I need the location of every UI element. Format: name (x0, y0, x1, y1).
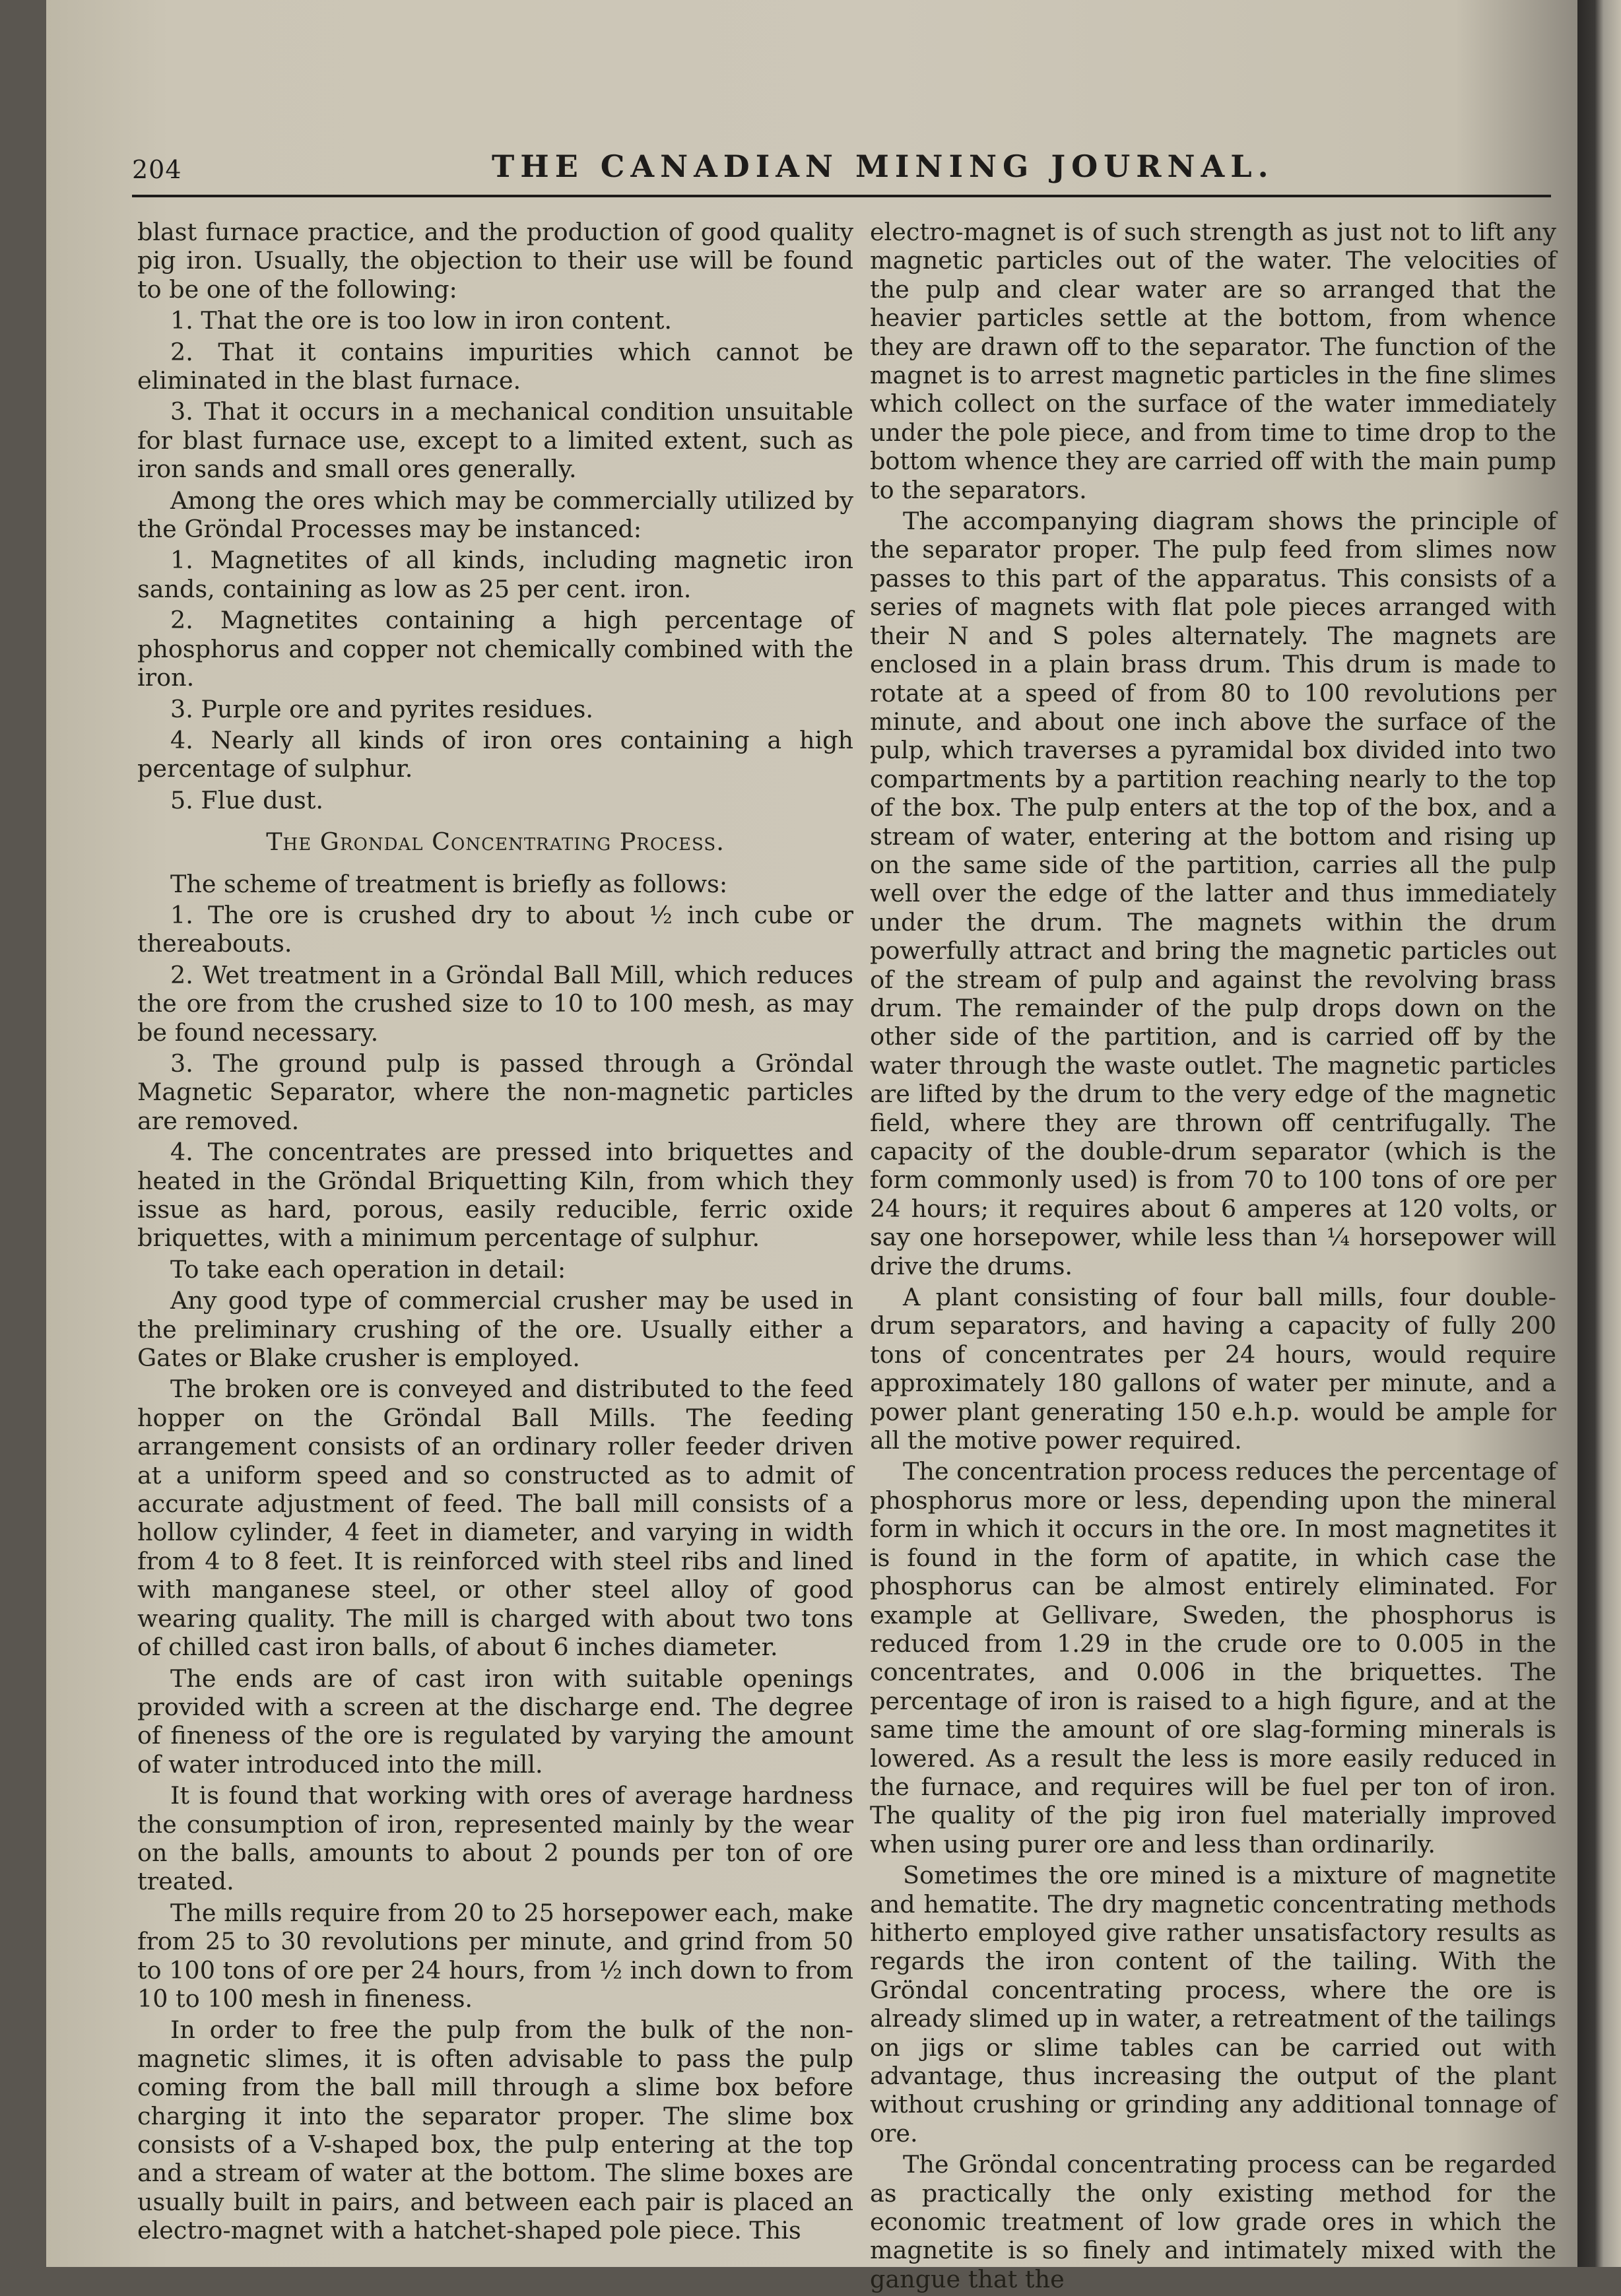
list-item: 1. That the ore is too low in iron content. (170, 306, 672, 335)
paragraph: The scheme of treatment is briefly as follows: (170, 869, 728, 898)
list-item: 3. That it occurs in a mechanical condition unsuitable for blast furnace use, except to a limited extent, such as iron sands and small ores generally. (137, 397, 853, 484)
adjacent-page-edge (1577, 0, 1621, 2267)
paragraph: electro-magnet is of such strength as just not to lift any magnetic particles out of the water. The velocities of the pulp and clear water are so arranged that the heavier particles settle at the bottom, from whence they are drawn off to the separator. The function of the magnet is to arrest magnetic particles in the fine slimes which collect on the surface of the water immediately under the pole piece, and from time to time drop to the bottom whence they are carried off with the main pump to the separators. (870, 218, 1556, 504)
paragraph: A plant consisting of four ball mills, four double-drum separators, and having a capacity of fully 200 tons of concentrates per 24 hours, would require approximately 180 gallons of water per minute, and a power plant generating 150 e.h.p. would be ample for all the motive power required. (870, 1283, 1556, 1455)
list-item: 2. Magnetites containing a high percentage of phosphorus and copper not chemically combined with the iron. (137, 606, 853, 692)
paragraph: Among the ores which may be commercially utilized by the Gröndal Processes may be instanced: (137, 486, 853, 544)
list-item: 1. Magnetites of all kinds, including magnetic iron sands, containing as low as 25 per cent. iron. (137, 546, 853, 603)
paragraph: The concentration process reduces the percentage of phosphorus more or less, depending upon the mineral form in which it occurs in the ore. In most magnetites it is found in the form of apatite, in which case the phosphorus can be almost entirely eliminated. For example at Gellivare, Sweden, the phosphorus is reduced from 1.29 in the crude ore to 0.005 in the concentrates, and 0.006 in the briquettes. The percentage of iron is raised to a high figure, and at the same time the amount of ore slag-forming minerals is lowered. As a result the less is more easily reduced in the furnace, and requires will be fuel per ton of iron. The quality of the pig iron fuel materially improved when using purer ore and less than ordinarily. (870, 1457, 1556, 1858)
page-number: 204 (132, 155, 182, 184)
paragraph: Sometimes the ore mined is a mixture of magnetite and hematite. The dry magnetic concentrating methods hitherto employed give rather unsatisfactory results as regards the iron content of the tailing. With the Gröndal concentrating process, where the ore is already slimed up in water, a retreatment of the tailings on jigs or slime tables can be carried out with advantage, thus increasing the output of the plant without crushing or grinding any additional tonnage of ore. (870, 1861, 1556, 2148)
paragraph: The broken ore is conveyed and distributed to the feed hopper on the Gröndal Ball Mills. The feeding arrangement consists of an ordinary roller feeder driven at a uniform speed and so constructed as to admit of accurate adjustment of feed. The ball mill consists of a hollow cylinder, 4 feet in diameter, and varying in width from 4 to 8 feet. It is reinforced with steel ribs and lined with manganese steel, or other steel alloy of good wearing quality. The mill is charged with about two tons of chilled cast iron balls, of about 6 inches diameter. (137, 1375, 853, 1662)
list-item: 4. Nearly all kinds of iron ores containing a high percentage of sulphur. (137, 725, 853, 783)
list-item: 2. Wet treatment in a Gröndal Ball Mill, which reduces the ore from the crushed size to 10 to 100 mesh, as may be found necessary. (137, 960, 853, 1047)
section-heading: The Grondal Concentrating Process. (266, 828, 725, 857)
paragraph: To take each operation in detail: (170, 1255, 566, 1284)
paragraph: The ends are of cast iron with suitable openings provided with a screen at the discharge end. The degree of fineness of the ore is regulated by varying the amount of water introduced into the mill. (137, 1664, 853, 1779)
paragraph: It is found that working with ores of average hardness the consumption of iron, represented mainly by the wear on the balls, amounts to about 2 pounds per ton of ore treated. (137, 1781, 853, 1896)
paragraph: The Gröndal concentrating process can be regarded as practically the only existing method for the economic treatment of low grade ores in which the magnetite is so finely and intimately mixed with the gangue that the (870, 2150, 1556, 2293)
paragraph: The mills require from 20 to 25 horsepower each, make from 25 to 30 revolutions per minute, and grind from 50 to 100 tons of ore per 24 hours, from ½ inch down to from 10 to 100 mesh in fineness. (137, 1898, 853, 2013)
right-column (870, 218, 1556, 2296)
page-header (132, 142, 1551, 197)
list-item: 3. The ground pulp is passed through a Gröndal Magnetic Separator, where the non-magnetic particles are removed. (137, 1049, 853, 1135)
paragraph: In order to free the pulp from the bulk of the non-magnetic slimes, it is often advisable to pass the pulp coming from the ball mill through a slime box before charging it into the separator proper. The slime box consists of a V-shaped box, the pulp entering at the top and a stream of water at the bottom. The slime boxes are usually built in pairs, and between each pair is placed an electro-magnet with a hatchet-shaped pole piece. This (137, 2016, 853, 2245)
list-item: 2. That it contains impurities which cannot be eliminated in the blast furnace. (137, 337, 853, 395)
list-item: 4. The concentrates are pressed into briquettes and heated in the Gröndal Briquetting Kiln, from which they issue as hard, porous, easily reducible, ferric oxide briquettes, with a minimum percentage of sulphur. (137, 1138, 853, 1253)
running-title: THE CANADIAN MINING JOURNAL. (492, 148, 1274, 184)
paragraph: Any good type of commercial crusher may be used in the preliminary crushing of the ore. Usually either a Gates or Blake crusher is employed. (137, 1286, 853, 1373)
list-item: 3. Purple ore and pyrites residues. (170, 694, 594, 723)
paragraph: blast furnace practice, and the production of good quality pig iron. Usually, the objection to their use will be found to be one of the following: (137, 218, 853, 304)
left-column (137, 218, 853, 2248)
list-item: 1. The ore is crushed dry to about ½ inch cube or thereabouts. (137, 900, 853, 958)
list-item: 5. Flue dust. (170, 785, 324, 814)
paragraph: The accompanying diagram shows the principle of the separator proper. The pulp feed from slimes now passes to this part of the apparatus. This consists of a series of magnets with flat pole pieces arranged with their N and S poles alternately. The magnets are enclosed in a plain brass drum. This drum is made to rotate at a speed of from 80 to 100 revolutions per minute, and about one inch above the surface of the pulp, which traverses a pyramidal box divided into two compartments by a partition reaching nearly to the top of the box. The pulp enters at the top of the box, and a stream of water, entering at the bottom and rising up on the same side of the partition, carries all the pulp well over the edge of the latter and thus immediately under the drum. The magnets within the drum powerfully attract and bring the magnetic particles out of the stream of pulp and against the revolving brass drum. The remainder of the pulp drops down on the other side of the partition, and is carried off by the water through the waste outlet. The magnetic particles are lifted by the drum to the very edge of the magnetic field, where they are thrown off centrifugally. The capacity of the double-drum separator (which is the form commonly used) is from 70 to 100 tons of ore per 24 hours; it requires about 6 amperes at 120 volts, or say one horsepower, while less than ¼ horsepower will drive the drums. (870, 507, 1556, 1280)
